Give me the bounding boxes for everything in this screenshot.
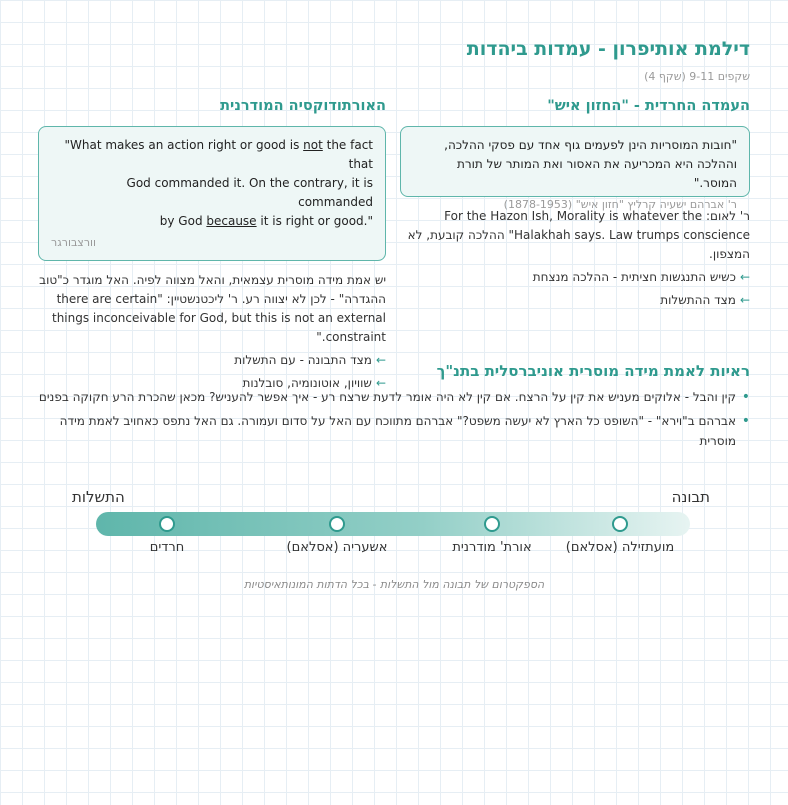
quote-segment: by God: [159, 214, 207, 228]
quote-segment: it is right or good.": [256, 214, 373, 228]
body-line: ההגדרה" - לכן לא יצווה רע. ר' ליכטנשטיין: "there are certain: [56, 292, 386, 306]
modern-orthodox-arrow-item-label: שוויון, אוטונומיה, סובלנות: [242, 376, 372, 390]
wurzburger-quote-line: God commanded it. On the contrary, it is commanded: [126, 176, 373, 209]
haredi-arrow-item-label: כשיש התנגשות חציתית - ההלכה מנצחת: [532, 270, 736, 284]
haredi-heading: העמדה החרדית - "החזון איש": [547, 98, 750, 114]
page-subtitle: שקפים 9-11 (שקף 4): [644, 70, 750, 83]
quote-emphasis-not: not: [303, 138, 323, 152]
haredi-arrow-item: [400, 291, 750, 310]
wurzburger-quote-line: [51, 136, 373, 174]
haredi-body-suffix: ההלכה קובעת, לא המצפון.: [407, 228, 750, 261]
haredi-body-english: For the Hazon Ish, Morality is whatever the "Halakhah says. Law trumps conscience: [444, 209, 750, 242]
spectrum-label-modern-orthodox: אורת' מודרנית: [452, 540, 532, 555]
body-line: things inconceivable for God, but this is not an external: [51, 311, 386, 325]
arrow-left-icon: ←: [739, 293, 750, 307]
spectrum-bar: [96, 512, 690, 536]
spectrum-point-haredim: [159, 516, 175, 532]
spectrum-point-mutazila: [612, 516, 628, 532]
haredi-body-prefix: ר' לאום:: [705, 209, 750, 223]
page-title: דילמת אותיפרון - עמדות ביהדות: [466, 38, 750, 60]
body-line: יש אמת מידה מוסרית עצמאית, והאל מצווה לפיה. האל מוגדר כ"טוב: [39, 273, 386, 287]
wurzburger-quote-line: [51, 212, 373, 231]
list-item: • אברהם ב"וירא" - "השופט כל הארץ לא יעשה משפט?" אברהם מתווכח עם האל על סדום ועמורה. גם האל נתפס כאחויב לאמת מידה מוסרית: [38, 411, 750, 451]
modern-orthodox-heading: האורתודוקסיה המודרנית: [220, 98, 386, 114]
spectrum-label-mutazila: מועתזילה (אסלאם): [565, 540, 675, 555]
modern-orthodox-arrow-item: [38, 351, 386, 370]
hazon-ish-attribution: ר' אברהם ישעיה קרליץ "חזון איש" (1878-1953): [503, 198, 737, 211]
spectrum-right-end-label: תבונה: [671, 488, 710, 506]
wurzburger-attribution: וורצבורגר: [51, 236, 97, 249]
quote-segment: "What makes an action right or good is: [64, 138, 304, 152]
hazon-ish-quote-line: וההלכה היא המכריעה את האסור ואת המותר של תורת המוסר.": [457, 157, 737, 190]
spectrum-label-haredim: חרדים: [149, 540, 185, 555]
spectrum-left-end-label: התשלות: [72, 488, 125, 506]
arrow-left-icon: ←: [375, 376, 386, 390]
modern-orthodox-body-text: [38, 271, 386, 347]
arrow-left-icon: ←: [739, 270, 750, 284]
body-line: constraint.": [316, 330, 386, 344]
haredi-arrow-item-label: מצד ההתשלות: [660, 293, 736, 307]
haredi-column: [400, 98, 750, 310]
modern-orthodox-column: [38, 98, 386, 393]
spectrum-point-ashari: [329, 516, 345, 532]
haredi-body-text: [400, 207, 750, 264]
evidence-heading: ראיות לאמת מידה מוסרית אוניברסלית בתנ"ך: [436, 362, 750, 380]
quote-segment: the fact that: [322, 138, 373, 171]
modern-orthodox-arrow-item-label: מצד התבונה - עם התשלות: [234, 353, 372, 367]
list-item: • קין והבל - אלוקים מעניש את קין על הרצח. אם קין לא היה אומר לדעת שרצח רע - איך אפשר להעניש? מכאן שהכרת הרע חקוקה בפנים: [38, 387, 750, 407]
quote-emphasis-because: because: [206, 214, 257, 228]
arrow-left-icon: ←: [375, 353, 386, 367]
hazon-ish-quote-line: "חובות המוסריות הינן לפעמים גוף אחד עם פסקי ההלכה,: [444, 138, 737, 152]
spectrum-label-ashari: אשעריה (אסלאם): [286, 540, 388, 555]
haredi-arrow-item: [400, 268, 750, 287]
spectrum-caption: הספקטרום של תבונה מול התשלות - בכל הדתות המונותאיסטיות: [243, 578, 545, 591]
evidence-list: [38, 387, 750, 455]
spectrum-point-modern-orthodox: [484, 516, 500, 532]
hazon-ish-quote-box: [400, 126, 750, 211]
wurzburger-quote-box: [38, 126, 386, 261]
